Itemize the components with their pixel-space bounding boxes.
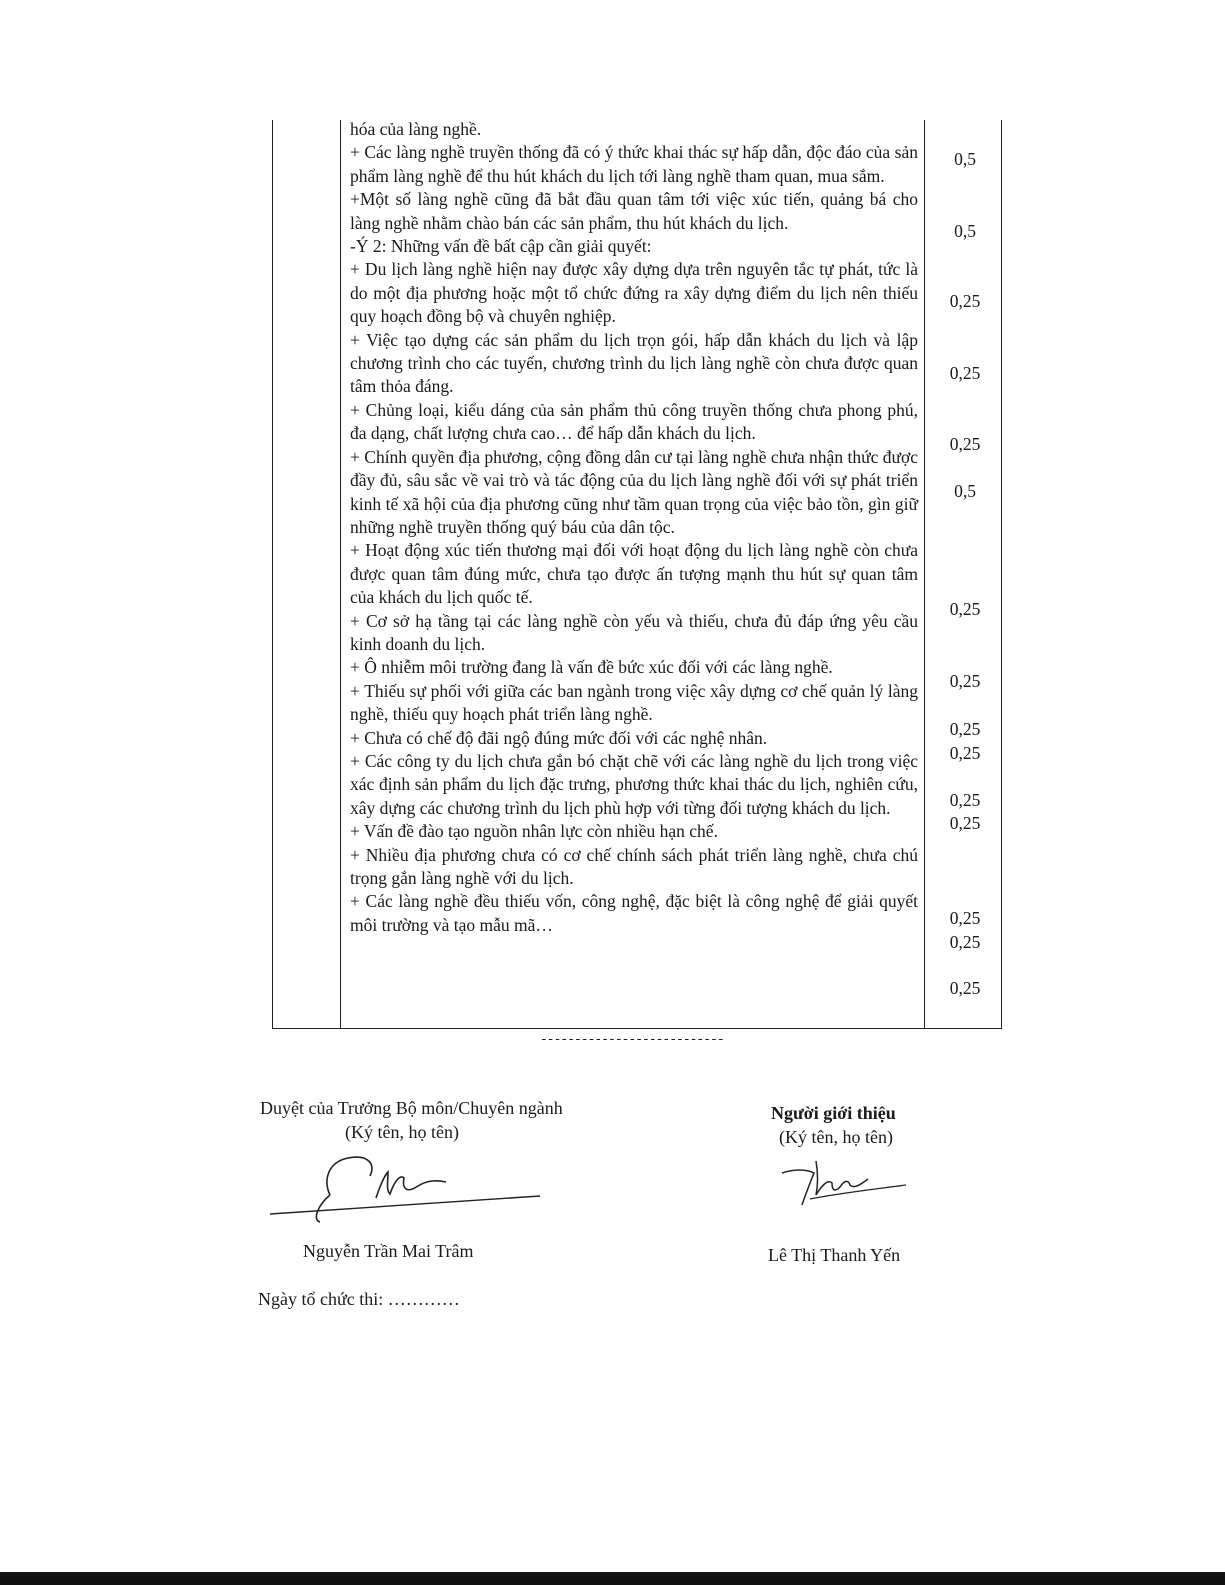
score-row-13: 0,25 <box>949 813 981 833</box>
score-row-11: 0,25 <box>949 743 981 763</box>
score-row-12: 0,25 <box>949 790 981 810</box>
end-divider: --------------------------- <box>540 1032 724 1047</box>
answer-content <box>350 118 918 937</box>
table-column-divider <box>340 120 341 1029</box>
answer-row-6: + Chủng loại, kiểu dáng của sản phẩm thủ công truyền thống chưa phong phú, đa dạng, chất lượng chưa cao… để hấp dẫn khách du lịch. <box>350 399 918 444</box>
answer-row-9: + Cơ sở hạ tầng tại các làng nghề còn yếu và thiếu, chưa đủ đáp ứng yêu cầu kinh doanh du lịch. <box>350 610 918 654</box>
score-row-6: 0,25 <box>949 434 981 454</box>
answer-row-4: + Du lịch làng nghề hiện nay được xây dựng dựa trên nguyên tắc tự phát, tức là do một địa phương hoặc một tổ chức đứng ra xây dựng điểm du lịch nên thiếu quy hoạch đồng bộ và chuyên nghiệp. <box>350 259 918 327</box>
score-row-4: 0,25 <box>949 291 981 311</box>
answer-row-0: hóa của làng nghề. <box>350 119 482 139</box>
score-row-2: 0,5 <box>954 221 976 241</box>
answer-row-12: + Chưa có chế độ đãi ngộ đúng mức đối với các nghệ nhân. <box>350 727 768 748</box>
score-row-15: 0,25 <box>949 932 981 952</box>
approval-name: Nguyễn Trần Mai Trâm <box>303 1241 474 1261</box>
approval-signature <box>268 1150 548 1230</box>
introducer-title: Người giới thiệu <box>771 1103 896 1123</box>
exam-date: Ngày tổ chức thi: ………… <box>258 1289 460 1309</box>
answer-row-2: +Một số làng nghề cũng đã bắt đầu quan tâm tới việc xúc tiến, quảng bá cho làng nghề nhằm chào bán các sản phẩm, thu hút khách du lịch. <box>350 189 918 233</box>
answer-row-7: + Chính quyền địa phương, cộng đồng dân cư tại làng nghề chưa nhận thức được đầy đủ, sâu sắc về vai trò và tác động của du lịch làng nghề đối với sự phát triển kinh tế xã hội của địa phương cũng như tầm quan trọng của việc bảo tồn, gìn giữ những nghề truyền thống quý báu của dân tộc. <box>350 446 918 537</box>
introducer-name: Lê Thị Thanh Yến <box>768 1245 901 1265</box>
scan-edge <box>0 1572 1225 1585</box>
introducer-subtitle: (Ký tên, họ tên) <box>779 1127 893 1147</box>
answer-row-8: + Hoạt động xúc tiến thương mại đối với hoạt động du lịch làng nghề còn chưa được quan tâm đúng mức, chưa tạo được ấn tượng mạnh thu hút sự quan tâm của khách du lịch quốc tế. <box>350 540 918 608</box>
answer-row-15: + Nhiều địa phương chưa có cơ chế chính sách phát triển làng nghề, chưa chú trọng gắn làng nghề với du lịch. <box>350 844 918 888</box>
answer-row-11: + Thiếu sự phối với giữa các ban ngành trong việc xây dựng cơ chế quản lý làng nghề, thiếu quy hoạch phát triển làng nghề. <box>350 680 918 725</box>
answer-row-1: + Các làng nghề truyền thống đã có ý thức khai thác sự hấp dẫn, độc đáo của sản phẩm làng nghề để thu hút khách du lịch tới làng nghề tham quan, mua sắm. <box>350 142 918 186</box>
answer-row-5: + Việc tạo dựng các sản phẩm du lịch trọn gói, hấp dẫn khách du lịch và lập chương trình cho các tuyến, chương trình du lịch làng nghề còn chưa được quan tâm thỏa đáng. <box>350 329 918 397</box>
answer-row-13: + Các công ty du lịch chưa gắn bó chặt chẽ với các làng nghề du lịch trong việc xác định sản phẩm du lịch đặc trưng, phương thức khai thác du lịch, nghiên cứu, xây dựng các chương trình du lịch phù hợp với từng đối tượng khách du lịch. <box>350 750 918 818</box>
score-row-7: 0,5 <box>954 481 976 501</box>
score-row-14: 0,25 <box>949 908 981 928</box>
score-row-8: 0,25 <box>949 599 981 619</box>
score-row-1: 0,5 <box>954 149 976 169</box>
answer-row-16: + Các làng nghề đều thiếu vốn, công nghệ, đặc biệt là công nghệ để giải quyết môi trường và tạo mẫu mã… <box>350 891 918 935</box>
score-row-9: 0,25 <box>949 671 981 691</box>
introducer-signature <box>780 1155 920 1215</box>
answer-row-10: + Ô nhiễm môi trường đang là vấn đề bức xúc đối với các làng nghề. <box>350 657 833 678</box>
approval-title: Duyệt của Trưởng Bộ môn/Chuyên ngành <box>260 1098 563 1118</box>
score-row-10: 0,25 <box>949 719 981 739</box>
answer-row-14: + Vấn đề đào tạo nguồn nhân lực còn nhiều hạn chế. <box>350 821 718 842</box>
approval-subtitle: (Ký tên, họ tên) <box>345 1122 459 1142</box>
table-score-divider <box>924 120 925 1029</box>
score-row-16: 0,25 <box>949 978 981 998</box>
score-row-5: 0,25 <box>949 363 981 383</box>
answer-row-3: -Ý 2: Những vấn đề bất cập cần giải quyết: <box>350 236 652 257</box>
